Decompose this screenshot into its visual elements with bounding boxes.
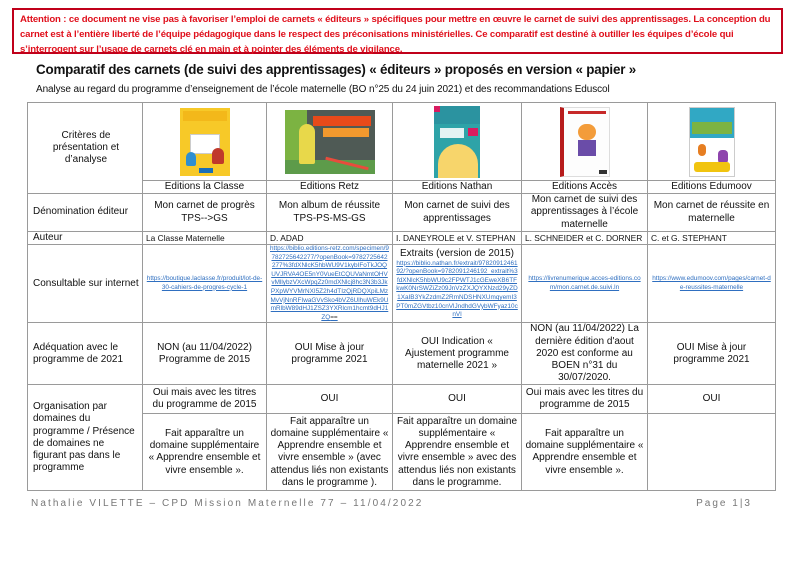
warning-notice: Attention : ce document ne vise pas à favoriser l’emploi de carnets « éditeurs » spécifiques pour mettre en œuvre le carnet de suivi des apprentissages. La conception du carnet est à l’entière liberté de l’équipe pédagogique dans le respect des préconisations ministérielles. Ce comparatif est destiné à outiller les équipes d’école qui s’interrogent sur l’usage de carnets clé en main et à pointer des éléments de vigilance. [12,8,783,54]
publisher-name: Editions Nathan [393,181,522,194]
website-link[interactable]: https://boutique.laclasse.fr/produit/lot-de-30-cahiers-de-progres-cycle-1 [146,275,263,291]
consultable-cell [522,245,648,323]
consultable-row [28,245,776,323]
denomination-cell: Mon carnet de suivi des apprentissages à l’école maternelle [522,194,648,232]
auteur-cell: I. DANEYROLE et V. STEPHAN [393,231,522,244]
footer-author: Nathalie VILETTE – CPD Mission Maternelle 77 – 11/04/2022 [31,498,424,509]
extracts-label: Extraits (version de 2015) [400,247,514,259]
consultable-cell [143,245,267,323]
publisher-name: Editions Retz [267,181,393,194]
adequation-cell: NON (au 11/04/2022) Programme de 2015 [143,323,267,385]
cover-cell-classe [143,103,267,181]
auteur-cell: C. et G. STEPHANT [648,231,776,244]
criteria-presentation-label: Critères de présentation et d’analyse [52,129,120,166]
comparison-table [27,102,776,491]
consultable-cell [648,245,776,323]
criteria-organisation: Organisation par domaines du programme / Présence de domaines ne figurant pas dans le programme [28,385,143,491]
cover-cell-acces [522,103,648,181]
cover-cell-edumoov [648,103,776,181]
domaines-cell: Fait apparaître un domaine supplémentaire « Apprendre ensemble et vivre ensemble ». [522,414,648,491]
denomination-cell: Mon album de réussite TPS-PS-MS-GS [267,194,393,232]
denomination-cell: Mon carnet de suivi des apprentissages [393,194,522,232]
publisher-name: Editions la Classe [143,181,267,194]
criteria-presentation [28,103,143,194]
book-cover-nathan-image [434,106,480,178]
domaines-cell: Fait apparaître un domaine supplémentaire « Apprendre ensemble et vivre ensemble » avec des attendus liés non existants dans le programme. [393,414,522,491]
auteur-cell: L. SCHNEIDER et C. DORNER [522,231,648,244]
adequation-cell: OUI Mise à jour programme 2021 [267,323,393,385]
criteria-consultable: Consultable sur internet [28,245,143,323]
website-link[interactable] [270,245,389,322]
consultable-cell [267,245,393,323]
auteur-row [28,231,776,244]
adequation-cell: OUI Mise à jour programme 2021 [648,323,776,385]
cover-cell-retz [267,103,393,181]
publisher-name: Editions Edumoov [648,181,776,194]
denomination-row [28,194,776,232]
book-cover-retz-image [285,110,375,174]
organisation-cell: OUI [393,385,522,414]
cover-cell-nathan [393,103,522,181]
criteria-adequation: Adéquation avec le programme de 2021 [28,323,143,385]
domaines-cell: Fait apparaître un domaine supplémentaire « Apprendre ensemble et vivre ensemble ». [143,414,267,491]
auteur-cell: D. ADAD [267,231,393,244]
adequation-cell: NON (au 11/04/2022) La dernière édition d'aout 2020 est conforme au BOEN n°31 du 30/07/2020. [522,323,648,385]
publisher-name: Editions Accès [522,181,648,194]
organisation-cell: Oui mais avec les titres du programme de 2015 [143,385,267,414]
organisation-row [28,385,776,414]
denomination-cell: Mon carnet de réussite en maternelle [648,194,776,232]
website-link[interactable]: https://livrenumerique.acces-editions.com/mon.carnet.de.suivi.ln [528,275,641,291]
organisation-cell: Oui mais avec les titres du programme de 2015 [522,385,648,414]
adequation-row [28,323,776,385]
organisation-cell: OUI [648,385,776,414]
auteur-cell: La Classe Maternelle [143,231,267,244]
book-cover-edumoov-image [689,107,735,177]
document-subtitle: Analyse au regard du programme d’enseignement de l’école maternelle (BO n°25 du 24 juin 2021) et des recommandations Eduscol [36,84,610,95]
website-link-text[interactable]: https://biblio.editions-retz.com/specimen/9782725642277/?openBook=9782725642277%3fdXNlcK5hbWU9V1kybIFoTkJOQUVJRVA4OE5nY0VueEtCQUVaNmtOHVvMllybzVXcWpqZz0mdXNlcj8hc3N3b3JkPXpWYVMrNXI5Z2h4dTIzQjRDQXpiLMzMvVjNnRFIwaGVvSko4bVZ6UlhuWEk9UmRlbW89dHJ1ZSZ3YXRlcm1hcmt9dHJ1ZQ [270,245,389,321]
consultable-cell [393,245,522,323]
link-suffix: == [330,313,338,321]
organisation-cell: OUI [267,385,393,414]
criteria-auteur: Auteur [28,231,143,244]
page-number: Page 1|3 [696,498,752,509]
book-cover-acces-image [560,107,610,177]
denomination-cell: Mon carnet de progrès TPS-->GS [143,194,267,232]
adequation-cell: OUI Indication « Ajustement programme maternelle 2021 » [393,323,522,385]
website-link[interactable]: https://biblio.nathan.fr/extrait/9782091246192/?openBook=9782091246192_extrait%3fdXNlcK5hbWU9c2FPWTJ1cGEweXB6TFkwK0NrSWZiZz09JnVzZXJQYXNzd29yZD1XaIB3YkZzdmZ2RmNDSHNXUmqyemI3PT0mZGVtbz10cnVlJndhdGVybWFyaz10cnVl [396,259,518,319]
document-title: Comparatif des carnets (de suivi des apprentissages) « éditeurs » proposés en version « papier » [36,62,636,77]
domaines-cell: Fait apparaître un domaine supplémentaire « Apprendre ensemble et vivre ensemble » (avec attendus liés non existants dans le programme ). [267,414,393,491]
website-link[interactable]: https://www.edumoov.com/pages/carnet-de-reussites-maternelle [652,275,771,291]
criteria-denomination: Dénomination éditeur [28,194,143,232]
covers-row [28,103,776,181]
domaines-cell [648,414,776,491]
book-cover-classe-image [180,108,230,176]
